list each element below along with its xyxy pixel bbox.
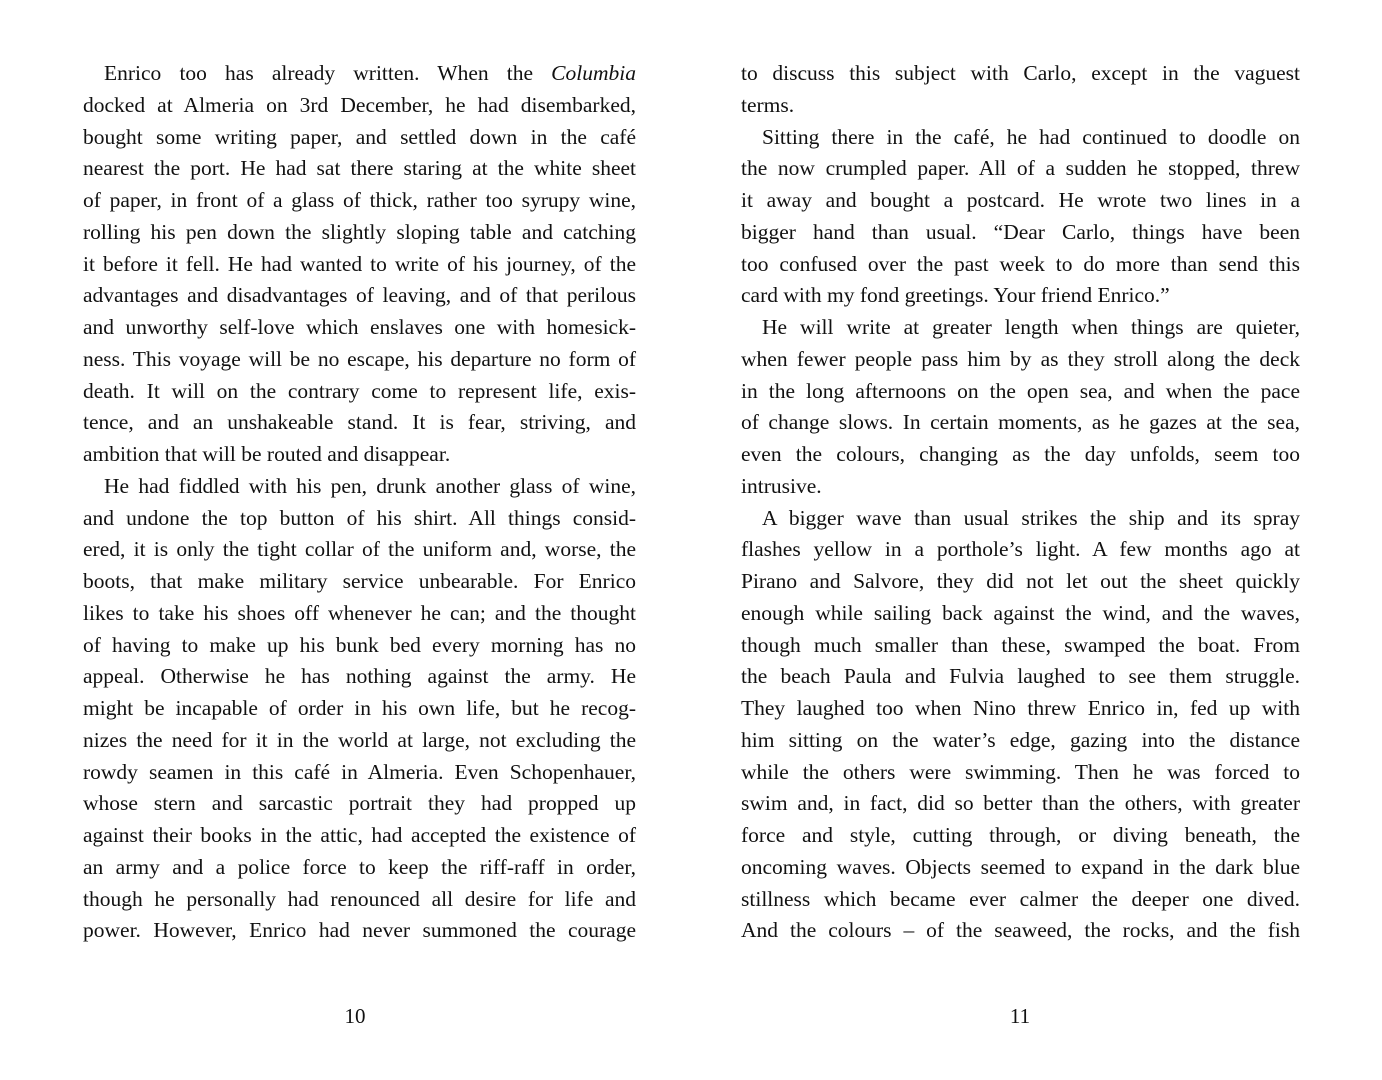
left-page-text (83, 58, 636, 947)
ship-name-italic: Columbia (551, 61, 636, 85)
text-line: death. It will on the contrary come to represent life, exis- (83, 378, 636, 403)
text-line: though much smaller than these, swamped the boat. From (741, 632, 1300, 657)
text-line: ambition that will be routed and disappear. (83, 442, 451, 466)
text-line: him sitting on the water’s edge, gazing into the distance (741, 727, 1300, 752)
text-line: in the long afternoons on the open sea, and when the pace (741, 378, 1300, 403)
text-line: He had fiddled with his pen, drunk another glass of wine, (104, 473, 636, 498)
text-line: swim and, in fact, did so better than the others, with greater (741, 791, 1300, 816)
text-line: tence, and an unshakeable stand. It is fear, striving, and (83, 410, 636, 435)
text-line: nearest the port. He had sat there staring at the white sheet (83, 156, 636, 181)
text-line: flashes yellow in a porthole’s light. A few months ago at (741, 537, 1300, 562)
text-line: the now crumpled paper. All of a sudden he stopped, threw (741, 156, 1300, 181)
text-line: it away and bought a postcard. He wrote two lines in a (741, 188, 1300, 212)
text-line: ness. This voyage will be no escape, his departure no form of (83, 346, 636, 371)
text-line: too confused over the past week to do more than send this (741, 251, 1300, 276)
text-line (83, 58, 636, 90)
text-line: might be incapable of order in his own life, but he recog- (83, 696, 636, 720)
text-line: of change slows. In certain moments, as he gazes at the sea, (741, 410, 1300, 435)
text-line: even the colours, changing as the day unfolds, seem too (741, 442, 1300, 466)
text-line: of paper, in front of a glass of thick, rather too syrupy wine, (83, 188, 636, 212)
text-line: advantages and disadvantages of leaving, and of that perilous (83, 283, 636, 308)
right-page-text (741, 58, 1300, 947)
text-line: to discuss this subject with Carlo, except in the vaguest (741, 61, 1300, 85)
text-line: bigger hand than usual. “Dear Carlo, things have been (741, 219, 1300, 244)
text-line: boots, that make military service unbearable. For Enrico (83, 569, 636, 593)
text-line: oncoming waves. Objects seemed to expand in the dark blue (741, 854, 1300, 879)
text-line: And the colours – of the seaweed, the rocks, and the fish (741, 918, 1300, 943)
text-line: against their books in the attic, had accepted the existence of (83, 823, 636, 847)
text-line: and undone the top button of his shirt. All things consid- (83, 505, 636, 530)
text-line: whose stern and sarcastic portrait they had propped up (83, 791, 636, 816)
text-line: power. However, Enrico had never summoned the courage (83, 918, 636, 943)
text-line: docked at Almeria on 3rd December, he had disembarked, (83, 92, 636, 117)
text-line: likes to take his shoes off whenever he can; and the thought (83, 600, 636, 625)
text-line: it before it fell. He had wanted to write of his journey, of the (83, 251, 636, 276)
text-line: and unworthy self-love which enslaves one with homesick- (83, 315, 636, 339)
text-line: Sitting there in the café, he had continued to doodle on (762, 124, 1300, 149)
text-line: force and style, cutting through, or diving beneath, the (741, 823, 1300, 847)
text-line: rowdy seamen in this café in Almeria. Even Schopenhauer, (83, 759, 636, 784)
text-line: ered, it is only the tight collar of the uniform and, worse, the (83, 537, 636, 562)
page-number-left: 10 (344, 1004, 366, 1028)
text-line: appeal. Otherwise he has nothing against the army. He (83, 664, 636, 689)
text-line: while the others were swimming. Then he was forced to (741, 759, 1300, 784)
text-line: though he personally had renounced all desire for life and (83, 886, 636, 911)
text-line: the beach Paula and Fulvia laughed to see them struggle. (741, 664, 1300, 689)
text-line: enough while sailing back against the wind, and the waves, (741, 600, 1300, 625)
text-line: rolling his pen down the slightly sloping table and catching (83, 219, 636, 244)
text-line: Pirano and Salvore, they did not let out the sheet quickly (741, 569, 1300, 593)
text-line: bought some writing paper, and settled down in the café (83, 124, 636, 149)
text-line: stillness which became ever calmer the deeper one dived. (741, 886, 1300, 911)
text-line: when fewer people pass him by as they stroll along the deck (741, 346, 1300, 371)
text-line: nizes the need for it in the world at large, not excluding the (83, 727, 636, 752)
text-line: of having to make up his bunk bed every morning has no (83, 632, 636, 657)
page-number-right: 11 (1009, 1004, 1031, 1028)
text-line: A bigger wave than usual strikes the ship and its spray (762, 505, 1300, 530)
text-line: card with my fond greetings. Your friend Enrico.” (741, 283, 1170, 308)
text-line: an army and a police force to keep the riff-raff in order, (83, 854, 636, 879)
text-line: intrusive. (741, 473, 822, 498)
text-line: They laughed too when Nino threw Enrico in, fed up with (741, 696, 1300, 720)
text-segment: Enrico too has already written. When the (104, 61, 552, 85)
text-line: terms. (741, 92, 795, 117)
text-line: He will write at greater length when things are quieter, (762, 315, 1300, 339)
